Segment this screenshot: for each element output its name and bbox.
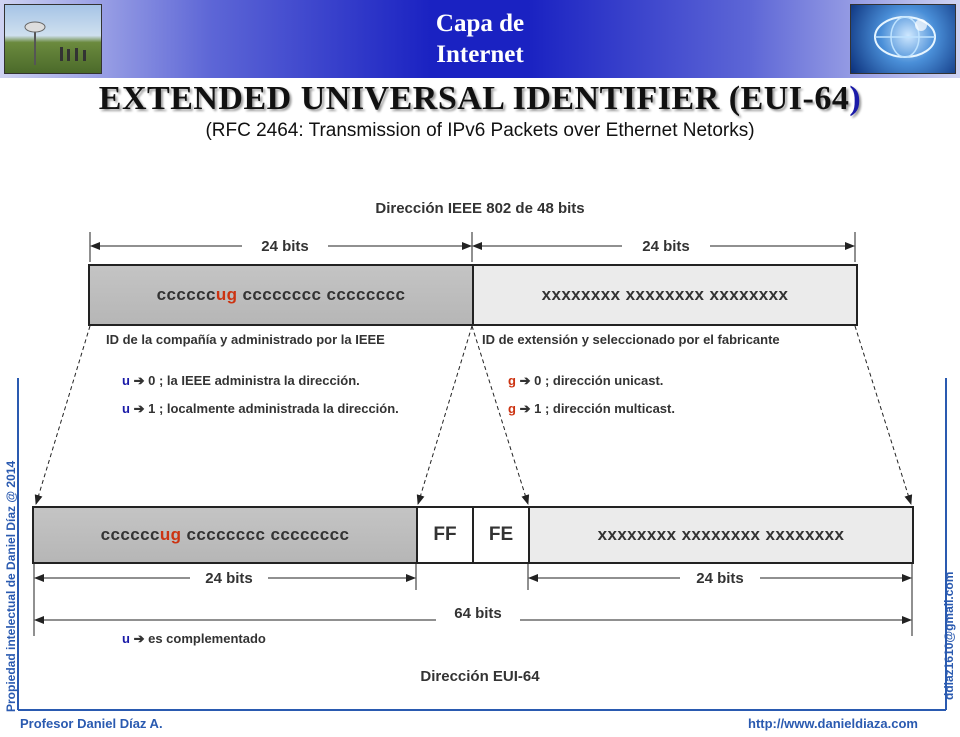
footer-author: Profesor Daniel Díaz A. xyxy=(20,716,163,731)
arrow-right-icon: ➔ xyxy=(133,401,145,416)
map-arrow-4 xyxy=(855,326,911,504)
note-g0 xyxy=(508,373,663,389)
ieee-right-bits: 24 bits xyxy=(642,238,690,255)
ieee-left-bits: 24 bits xyxy=(261,238,309,255)
ieee-extension-desc: ID de extensión y seleccionado por el fabricante xyxy=(482,332,780,347)
ieee-company-prefix: cccccc xyxy=(156,285,216,304)
arrow-right-icon: ➔ xyxy=(519,373,531,388)
ieee-extension-segment: xxxxxxxx xxxxxxxx xxxxxxxx xyxy=(472,264,858,326)
note-g0-letter: g xyxy=(508,373,516,388)
header-title-line1: Capa de xyxy=(435,10,525,37)
eui-ff-segment: FF xyxy=(416,506,474,564)
note-u0 xyxy=(122,373,360,389)
ieee-company-suffix: cccccccc cccccccc xyxy=(237,285,406,304)
eui-company-prefix: cccccc xyxy=(100,525,160,544)
subtitle: (RFC 2464: Transmission of IPv6 Packets over Ethernet Netorks) xyxy=(205,120,755,141)
note-complement xyxy=(122,631,266,647)
eui-company-suffix: cccccccc cccccccc xyxy=(181,525,350,544)
note-u1-letter: u xyxy=(122,401,130,416)
arrow-right-icon: ➔ xyxy=(133,373,145,388)
eui-extension-segment: xxxxxxxx xxxxxxxx xxxxxxxx xyxy=(528,506,914,564)
eui-right-bits: 24 bits xyxy=(696,570,744,587)
copyright-vertical: Propiedad intelectual de Daniel Díaz @ 2014 xyxy=(4,460,18,712)
note-u0-text: 0 ; la IEEE administra la dirección. xyxy=(144,373,360,388)
eui-ug-bits: ug xyxy=(159,525,182,544)
ieee-ug-bits: ug xyxy=(215,285,238,304)
eui-left-bits: 24 bits xyxy=(205,570,253,587)
footer-website-link[interactable]: http://www.danieldiaza.com xyxy=(748,716,918,731)
note-g1 xyxy=(508,401,675,417)
note-u1 xyxy=(122,401,399,417)
note-g1-letter: g xyxy=(508,401,516,416)
map-arrow-2 xyxy=(418,326,472,504)
page-title-paren: ) xyxy=(849,80,862,117)
map-arrow-1 xyxy=(36,326,90,504)
note-g1-text: 1 ; dirección multicast. xyxy=(530,401,675,416)
eui-company-segment xyxy=(32,506,418,564)
note-complement-text: es complementado xyxy=(144,631,266,646)
eui-title: Dirección EUI-64 xyxy=(420,668,540,685)
eui-fe-segment: FE xyxy=(472,506,530,564)
header-title-line2: Internet xyxy=(436,41,524,68)
arrow-right-icon: ➔ xyxy=(519,401,531,416)
ieee-company-desc: ID de la compañía y administrado por la IEEE xyxy=(106,332,385,347)
eui-total-bits: 64 bits xyxy=(454,605,502,622)
note-complement-letter: u xyxy=(122,631,130,646)
ieee-title: Dirección IEEE 802 de 48 bits xyxy=(375,200,585,217)
ieee-company-segment xyxy=(88,264,474,326)
arrow-right-icon: ➔ xyxy=(133,631,145,646)
note-u0-letter: u xyxy=(122,373,130,388)
note-u1-text: 1 ; localmente administrada la dirección. xyxy=(144,401,399,416)
page-title-text: EXTENDED UNIVERSAL IDENTIFIER (EUI-64 xyxy=(98,80,850,117)
email-vertical[interactable]: ddiaz1610@gmail.com xyxy=(942,571,956,700)
note-g0-text: 0 ; dirección unicast. xyxy=(530,373,664,388)
